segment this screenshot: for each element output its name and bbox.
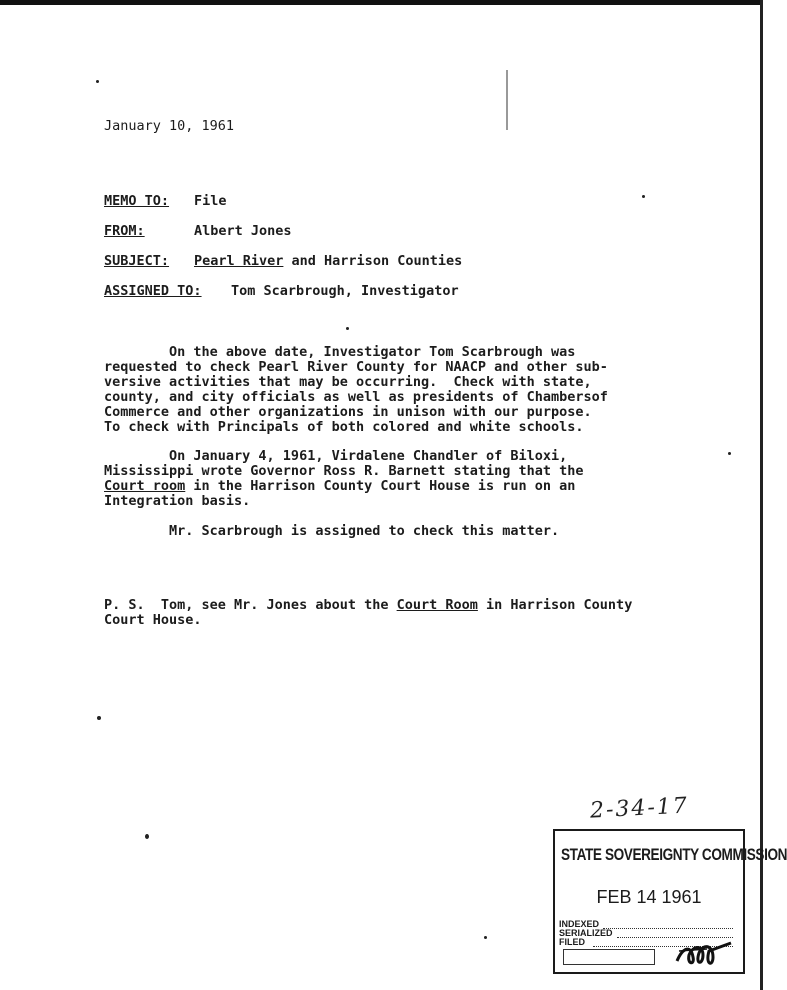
- from-label: FROM:: [104, 223, 145, 239]
- scan-speck: [728, 452, 731, 455]
- memo-to-value: File: [194, 193, 227, 209]
- stamp-blank-box: [563, 949, 655, 965]
- received-stamp: [553, 829, 787, 974]
- scan-speck: [97, 716, 101, 720]
- court-room-underlined: Court room: [104, 478, 186, 494]
- ps-court-room: Court Room: [396, 597, 478, 613]
- para1-line: To check with Principals of both colored and white schools.: [104, 419, 584, 435]
- initials-signature: [673, 939, 737, 969]
- para1-line: requested to check Pearl River County for NAACP and other sub-: [104, 359, 608, 375]
- ps-line-2: Court House.: [104, 612, 202, 628]
- ps-suffix: in Harrison County: [477, 597, 633, 613]
- scan-speck: [96, 80, 99, 83]
- para1-line: county, and city officials as well as presidents of Chambersof: [104, 389, 608, 405]
- subject-pearl-river: Pearl River: [194, 253, 284, 269]
- subject-harrison: Harrison: [324, 253, 390, 269]
- stamp-date: FEB 14 1961: [596, 887, 702, 907]
- scan-speck: [346, 327, 349, 330]
- from-value: Albert Jones: [194, 223, 292, 239]
- memo-date: January 10, 1961: [104, 118, 235, 134]
- stamp-indexed: INDEXED: [559, 919, 600, 929]
- subject-counties: Counties: [389, 253, 463, 269]
- postscript: [104, 598, 632, 628]
- stamp-line-indexed: [603, 928, 733, 929]
- memo-to-label: MEMO TO:: [104, 193, 170, 209]
- scan-fold-line: [506, 70, 508, 130]
- paragraph-3: Mr. Scarbrough is assigned to check this matter.: [104, 523, 560, 539]
- paragraph-1: [104, 345, 608, 435]
- para2-line-3: [104, 479, 584, 494]
- assigned-value: Tom Scarbrough, Investigator: [231, 283, 459, 299]
- para2-line: On January 4, 1961, Virdalene Chandler of Biloxi,: [104, 448, 568, 464]
- para2-line: Integration basis.: [104, 493, 251, 509]
- stamp-filed: FILED: [559, 937, 585, 947]
- stamp-heading: STATE SOVEREIGNTY COMMISSION: [561, 845, 787, 864]
- stamp-serialized: SERIALIZED: [559, 928, 613, 938]
- para1-line: On the above date, Investigator Tom Scarbrough was: [104, 344, 576, 360]
- subject-value: [194, 254, 462, 269]
- paragraph-2: [104, 449, 584, 509]
- scan-speck: [484, 936, 487, 939]
- para1-line: Commerce and other organizations in unison with our purpose.: [104, 404, 592, 420]
- handwritten-file-number: 2-34-17: [589, 793, 690, 824]
- stamp-line-serialized: [617, 937, 733, 938]
- assigned-label: ASSIGNED TO:: [104, 283, 202, 299]
- para2-line: Mississippi wrote Governor Ross R. Barnett stating that the: [104, 463, 584, 479]
- subject-and: and: [283, 253, 325, 269]
- scan-speck: [145, 834, 149, 839]
- scan-speck: [642, 195, 645, 198]
- subject-label: SUBJECT:: [104, 253, 170, 269]
- para2-line-3-rest: in the Harrison County Court House is run on an: [185, 478, 576, 494]
- ps-line-1: [104, 598, 632, 613]
- ps-prefix: P. S. Tom, see Mr. Jones about the: [104, 597, 397, 613]
- para1-line: versive activities that may be occurring. Check with state,: [104, 374, 592, 390]
